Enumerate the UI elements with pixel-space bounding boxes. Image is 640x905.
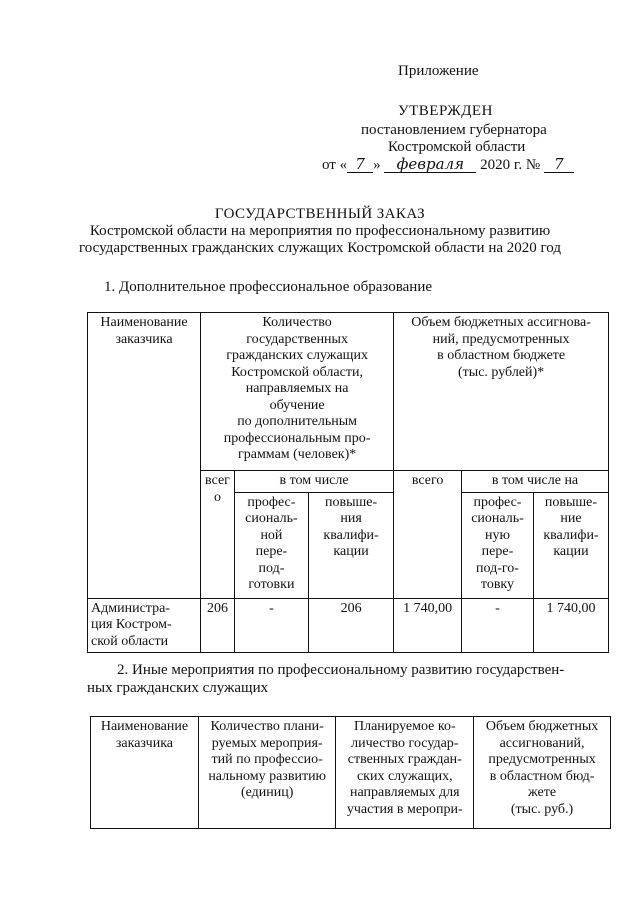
- row-retraining-budget: -: [462, 598, 534, 653]
- header-total-budget: всего: [394, 471, 462, 599]
- row-total-count: 206: [201, 598, 235, 653]
- header-retraining-budget: профес- сиональ- ную пере- под-го- товку: [462, 492, 534, 598]
- header-employee-count: Количество государственных гражданских служащих Костромской области, направляемых на обучение по дополнительным профессиональным про- граммам (человек)*: [201, 313, 394, 471]
- row-qualification-budget: 1 740,00: [533, 598, 608, 653]
- section-2-heading-line-2: ных гражданских служащих: [87, 680, 269, 696]
- document-subtitle-1: Костромской области на мероприятия по профессиональному развитию: [89, 223, 551, 239]
- date-day: 7: [347, 156, 373, 173]
- section-1-heading: 1. Дополнительное профессиональное образование: [104, 279, 433, 295]
- header-budget: Объем бюджетных ассигнова- ний, предусмотренных в областном бюджете (тыс. рублей)*: [394, 313, 609, 471]
- table-row: [88, 598, 609, 653]
- row-retraining-count: -: [234, 598, 308, 653]
- document-subtitle-2: государственных гражданских служащих Костромской области на 2020 год: [79, 240, 561, 256]
- header-including-count: в том числе: [234, 471, 393, 493]
- row-total-budget: 1 740,00: [394, 598, 462, 653]
- header-retraining-count: профес- сиональ- ной пере- под- готовки: [234, 492, 308, 598]
- header-qualification-budget: повыше- ние квалифи- кации: [533, 492, 608, 598]
- other-activities-table: [90, 716, 611, 829]
- header-budget-2: Объем бюджетных ассигнований, предусмотренных в областном бюд- жете (тыс. руб.): [474, 717, 611, 829]
- header-customer-2: Наименование заказчика: [91, 717, 199, 829]
- decree-line-1: постановлением губернатора: [361, 122, 547, 138]
- approved-label: УТВЕРЖДЕН: [398, 103, 493, 119]
- professional-education-table: [87, 312, 609, 653]
- appendix-label: Приложение: [398, 63, 479, 79]
- date-mid: »: [373, 157, 381, 173]
- header-planned-employees: Планируемое ко- личество государ- ственных граждан- ских служащих, направляемых для участия в меропри-: [336, 717, 474, 829]
- date-number: 7: [544, 156, 574, 173]
- row-customer: Администра- ция Костром- ской области: [88, 598, 201, 653]
- section-2-heading-line-1: 2. Иные мероприятия по профессиональному развитию государствен-: [117, 662, 565, 678]
- header-activities-count: Количество плани- руемых мероприя- тий по профессио- нальному развитию (единиц): [198, 717, 336, 829]
- document-title: ГОСУДАРСТВЕННЫЙ ЗАКАЗ: [214, 206, 426, 222]
- row-qualification-count: 206: [308, 598, 393, 653]
- date-prefix: от «: [322, 157, 348, 173]
- date-month: февраля: [384, 156, 476, 173]
- header-including-budget: в том числе на: [462, 471, 609, 493]
- header-total-count: всег о: [201, 471, 235, 599]
- decree-line-2: Костромской области: [388, 139, 526, 155]
- decree-date: [322, 156, 574, 174]
- header-qualification-count: повыше- ния квалифи- кации: [308, 492, 393, 598]
- date-year: 2020 г. №: [480, 157, 541, 173]
- header-customer: Наименование заказчика: [88, 313, 201, 599]
